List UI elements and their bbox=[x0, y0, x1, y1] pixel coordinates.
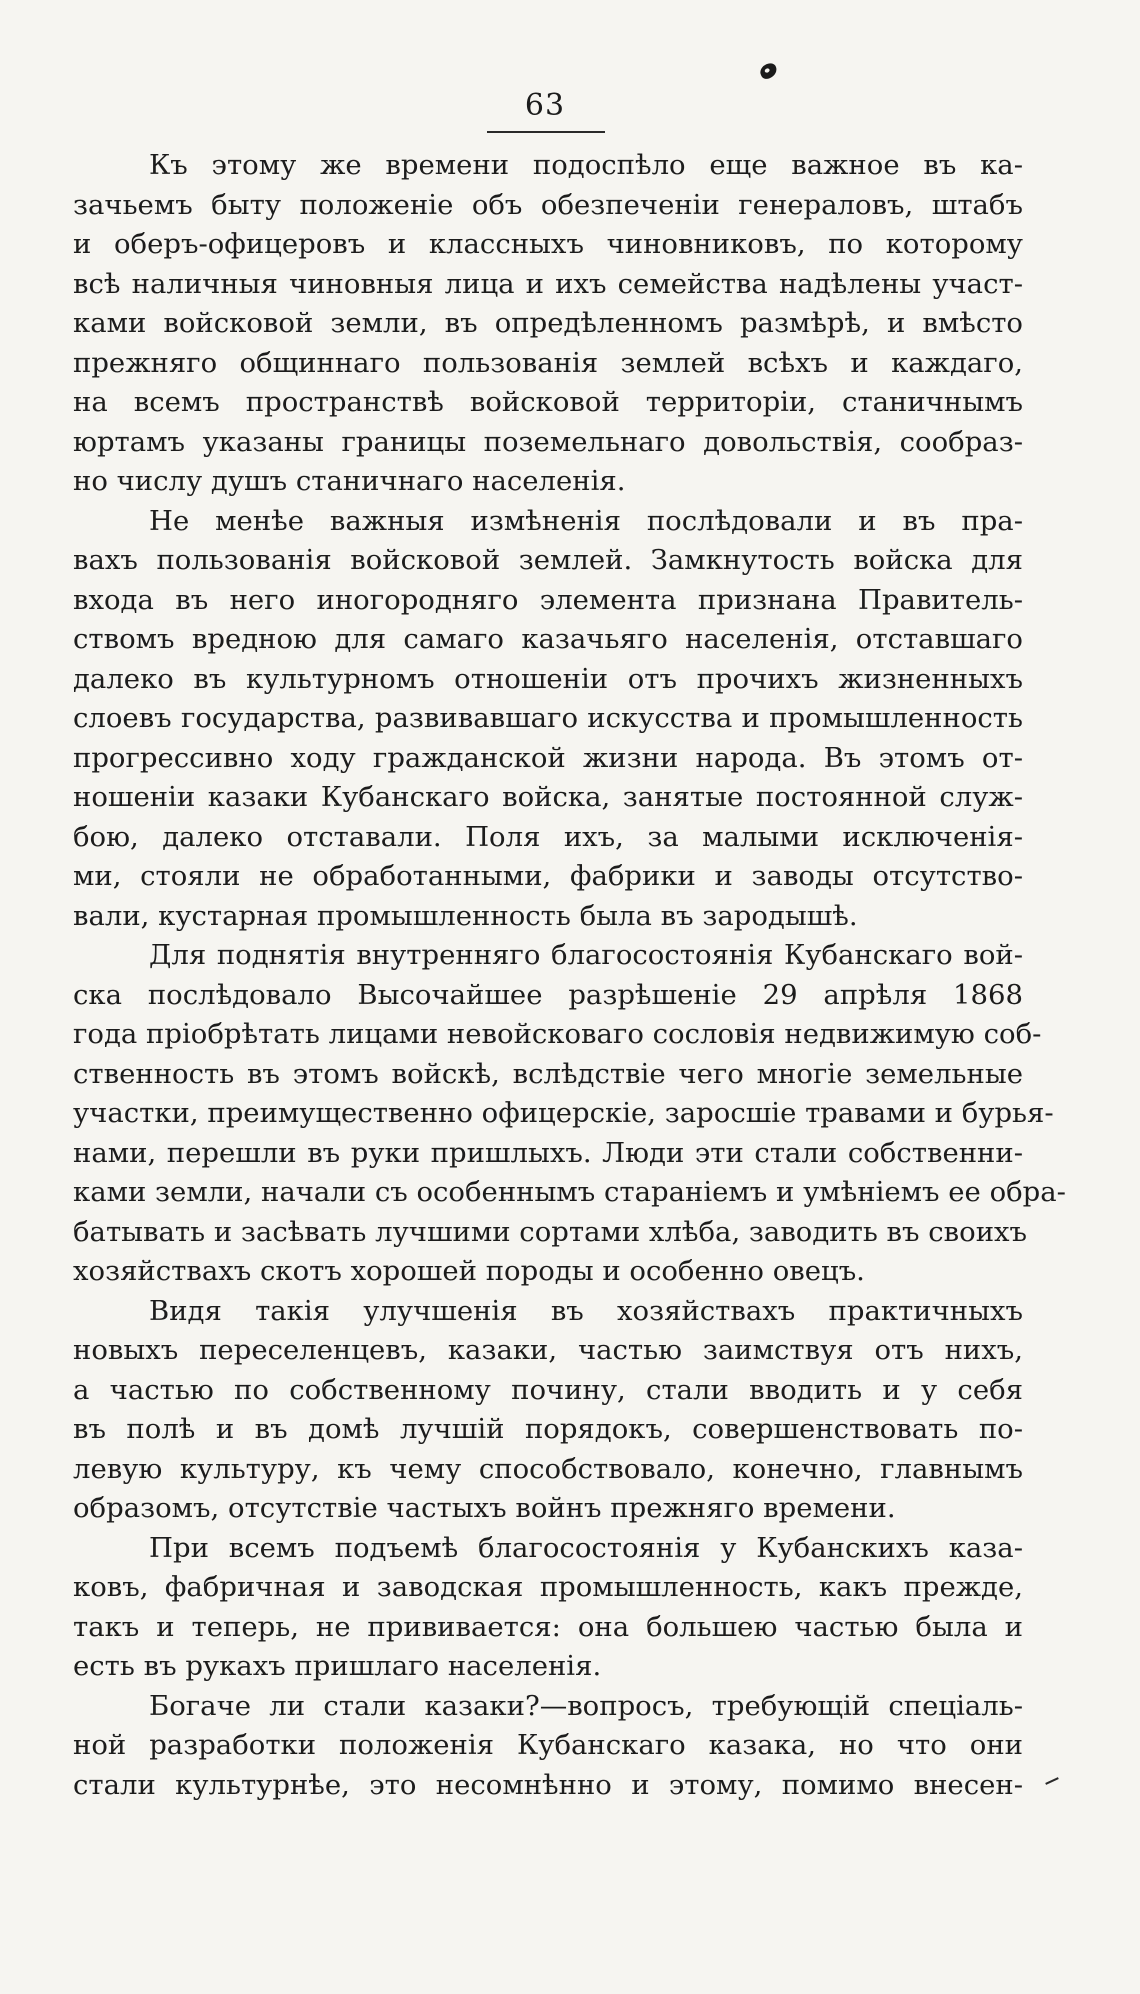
text-line: въ полѣ и въ домѣ лучшій порядокъ, совершенствовать по- bbox=[73, 1413, 1023, 1445]
paragraph bbox=[73, 936, 1066, 1292]
text-line: прежняго общиннаго пользованія землей всѣхъ и каждаго, bbox=[73, 346, 1023, 379]
margin-mark bbox=[1045, 1777, 1059, 1785]
text-line: слоевъ государства, развивавшаго искусства и промышленность bbox=[73, 702, 1023, 734]
text-line: вали, кустарная промышленность была въ зародышѣ. bbox=[73, 899, 858, 932]
text-line: есть въ рукахъ пришлаго населенія. bbox=[73, 1650, 602, 1682]
text-line: Къ этому же времени подоспѣло еще важное въ ка- bbox=[149, 149, 1023, 181]
text-line: нами, перешли въ руки пришлыхъ. Люди эти стали собственни- bbox=[73, 1136, 1023, 1169]
text-line: Видя такія улучшенія въ хозяйствахъ практичныхъ bbox=[149, 1294, 1023, 1327]
paragraph bbox=[73, 502, 1023, 937]
ink-blot bbox=[758, 61, 779, 81]
text-line: При всемъ подъемѣ благосостоянія у Кубанскихъ каза- bbox=[149, 1531, 1023, 1564]
text-line: но числу душъ станичнаго населенія. bbox=[73, 465, 626, 497]
text-line: ственность въ этомъ войскѣ, вслѣдствіе чего многіе земельные bbox=[73, 1057, 1023, 1090]
text-line: стали культурнѣе, это несомнѣнно и этому, помимо внесен- bbox=[73, 1768, 1023, 1801]
text-line: года пріобрѣтать лицами невойсковаго сословія недвижимую соб- bbox=[73, 1018, 1042, 1050]
text-line: и оберъ-офицеровъ и классныхъ чиновниковъ, по которому bbox=[73, 228, 1023, 260]
text-line: ками земли, начали съ особеннымъ стараніемъ и умѣніемъ ее обра- bbox=[73, 1176, 1066, 1208]
header-rule bbox=[487, 131, 605, 133]
text-line: юртамъ указаны границы поземельнаго довольствія, сообраз- bbox=[73, 425, 1023, 458]
text-line: левую культуру, къ чему способствовало, конечно, главнымъ bbox=[73, 1452, 1023, 1485]
text-line: вахъ пользованія войсковой землей. Замкнутость войска для bbox=[73, 544, 1023, 576]
text-line: ками войсковой земли, въ опредѣленномъ размѣрѣ, и вмѣсто bbox=[73, 307, 1023, 339]
text-line: входа въ него иногородняго элемента признана Правитель- bbox=[73, 583, 1023, 616]
text-line: зачьемъ быту положеніе объ обезпеченіи генераловъ, штабъ bbox=[73, 188, 1023, 221]
paragraph bbox=[73, 1292, 1023, 1529]
text-line: а частью по собственному почину, стали вводить и у себя bbox=[73, 1373, 1023, 1406]
text-line: такъ и теперь, не прививается: она большею частью была и bbox=[73, 1610, 1023, 1643]
text-line: ствомъ вредною для самаго казачьяго населенія, отставшаго bbox=[73, 623, 1023, 655]
paragraph bbox=[73, 1687, 1023, 1806]
page-number: 63 bbox=[524, 88, 566, 123]
text-line: всѣ наличныя чиновныя лица и ихъ семейства надѣлены участ- bbox=[73, 267, 1023, 300]
text-line: далеко въ культурномъ отношеніи отъ прочихъ жизненныхъ bbox=[73, 662, 1023, 695]
text-line: на всемъ пространствѣ войсковой территоріи, станичнымъ bbox=[73, 386, 1023, 418]
text-line: Не менѣе важныя измѣненія послѣдовали и въ пра- bbox=[149, 504, 1023, 537]
text-line: ношеніи казаки Кубанскаго войска, занятые постоянной служ- bbox=[73, 781, 1023, 813]
text-line: Для поднятія внутренняго благосостоянія Кубанскаго вой- bbox=[149, 939, 1023, 971]
text-line: бою, далеко отставали. Поля ихъ, за малыми исключенія- bbox=[73, 820, 1023, 853]
text-line: прогрессивно ходу гражданской жизни народа. Въ этомъ от- bbox=[73, 741, 1023, 774]
text-line: хозяйствахъ скотъ хорошей породы и особенно овецъ. bbox=[73, 1255, 865, 1287]
text-line: Богаче ли стали казаки?—вопросъ, требующій спеціаль- bbox=[149, 1689, 1023, 1722]
body-text bbox=[73, 146, 1066, 1805]
text-line: образомъ, отсутствіе частыхъ войнъ прежняго времени. bbox=[73, 1492, 896, 1524]
text-line: участки, преимущественно офицерскіе, заросшіе травами и бурья- bbox=[73, 1097, 1054, 1129]
text-line: ковъ, фабричная и заводская промышленность, какъ прежде, bbox=[73, 1571, 1023, 1603]
text-line: новыхъ переселенцевъ, казаки, частью заимствуя отъ нихъ, bbox=[73, 1334, 1023, 1366]
text-line: ска послѣдовало Высочайшее разрѣшеніе 29 апрѣля 1868 bbox=[73, 978, 1023, 1011]
text-line: батывать и засѣвать лучшими сортами хлѣба, заводить въ своихъ bbox=[73, 1215, 1028, 1248]
paragraph bbox=[73, 1529, 1023, 1687]
text-line: ной разработки положенія Кубанскаго казака, но что они bbox=[73, 1729, 1023, 1761]
text-line: ми, стояли не обработанными, фабрики и заводы отсутство- bbox=[73, 860, 1023, 892]
paragraph bbox=[73, 146, 1023, 502]
